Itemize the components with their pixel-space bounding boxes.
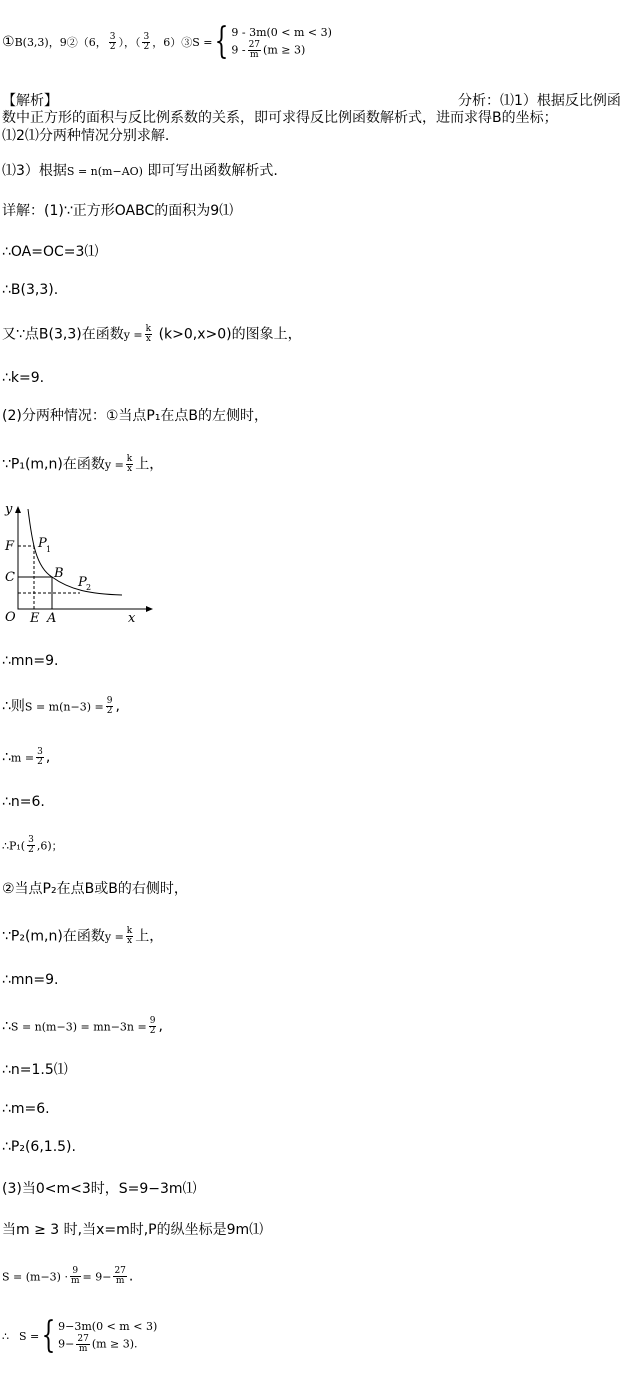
label-C: C bbox=[5, 570, 15, 585]
detail-line-19: ∴P₂(6,1.5). bbox=[2, 1139, 76, 1155]
label-y: y bbox=[5, 502, 13, 517]
detail-line-22: S = (m−3) · $\frac{9}{m}$ = 9− $\frac{27}{m}$ . bbox=[2, 1266, 134, 1286]
function-graph bbox=[0, 497, 160, 627]
label-F: F bbox=[5, 539, 15, 554]
detail-line-2: ∴OA=OC=3⑴ bbox=[2, 244, 99, 260]
detail-line-21: 当m ≥ 3 时,当x=m时,P的纵坐标是9m⑴ bbox=[2, 1222, 264, 1238]
label-P1: P bbox=[38, 536, 47, 551]
detail-line-10: ∴m = $\frac{3}{2}$ , bbox=[2, 747, 51, 767]
detail-line-20: (3)当0<m<3时，S=9−3m⑴ bbox=[2, 1181, 197, 1197]
detail-line-15: ∴mn=9. bbox=[2, 972, 59, 988]
answer-text-1: B(3,3)，9②（6， bbox=[14, 36, 107, 49]
detail-line-17: ∴n=1.5⑴ bbox=[2, 1062, 68, 1078]
answer-frac-1: $\frac{3}{2}$ bbox=[109, 31, 116, 52]
analysis-header: 【解析】 bbox=[2, 93, 58, 109]
label-P2-sub: 2 bbox=[86, 583, 92, 592]
analysis-line-4: ⑴3）根据S = n(m−AO) 即可写出函数解析式. bbox=[2, 163, 278, 179]
answer-frac-2: $\frac{3}{2}$ bbox=[143, 31, 150, 52]
label-P1-sub: 1 bbox=[46, 545, 52, 554]
answer-circle-1: ① bbox=[2, 34, 15, 50]
detail-line-9: ∴则S = m(n−3) = $\frac{9}{2}$ , bbox=[2, 696, 120, 716]
detail-line-13: ②当点P₂在点B或B的右侧时， bbox=[2, 881, 188, 897]
detail-line-5: ∴k=9. bbox=[2, 370, 45, 386]
hyperbola-curve bbox=[28, 509, 122, 595]
detail-line-8: ∴mn=9. bbox=[2, 653, 59, 669]
detail-line-7: ∵P₁(m,n)在函数y = $\frac{k}{x}$ 上， bbox=[2, 454, 164, 474]
detail-line-23: ∴ S ={ 9−3m(0 < m < 3) 9− $\frac{27}{m}$ (m ≥ 3). bbox=[2, 1315, 158, 1356]
analysis-line-3: ⑴2⑴分两种情况分别求解. bbox=[2, 128, 170, 144]
analysis-line-2: 数中正方形的面积与反比例系数的关系，即可求得反比例函数解析式，进而求得B的坐标； bbox=[2, 110, 558, 126]
detail-line-6: (2)分两种情况：①当点P₁在点B的左侧时， bbox=[2, 408, 269, 424]
label-O: O bbox=[5, 610, 16, 625]
analysis-right-text: 分析：⑴1）根据反比例函 bbox=[458, 93, 621, 109]
detail-line-18: ∴m=6. bbox=[2, 1101, 50, 1117]
label-A: A bbox=[47, 611, 57, 626]
label-E: E bbox=[30, 611, 40, 626]
detail-line-12: ∴P₁( $\frac{3}{2}$ ,6)； bbox=[2, 835, 63, 855]
detail-line-4: 又∵点B(3,3)在函数y = $\frac{k}{x}$ (k>0,x>0)的图象上， bbox=[2, 324, 302, 344]
answer-text-2: ），（ bbox=[118, 36, 141, 49]
label-B: B bbox=[54, 566, 64, 581]
label-x: x bbox=[128, 611, 136, 626]
detail-line-3: ∴B(3,3). bbox=[2, 282, 59, 298]
answer-line bbox=[2, 21, 332, 62]
answer-cases: 9 - 3m(0 < m < 3) 9 - $\frac{27}{m}$ (m ≥ 3) bbox=[231, 26, 332, 60]
detail-line-1: 详解：(1)∵正方形OABC的面积为9⑴ bbox=[2, 203, 234, 219]
detail-line-14: ∵P₂(m,n)在函数y = $\frac{k}{x}$ 上， bbox=[2, 926, 164, 946]
detail-line-11: ∴n=6. bbox=[2, 794, 45, 810]
answer-text-3: ，6）③S = bbox=[152, 36, 213, 49]
answer-brace: { bbox=[215, 21, 229, 62]
label-P2: P bbox=[78, 575, 87, 590]
detail-line-16: ∴S = n(m−3) = mn−3n = $\frac{9}{2}$ , bbox=[2, 1016, 163, 1036]
